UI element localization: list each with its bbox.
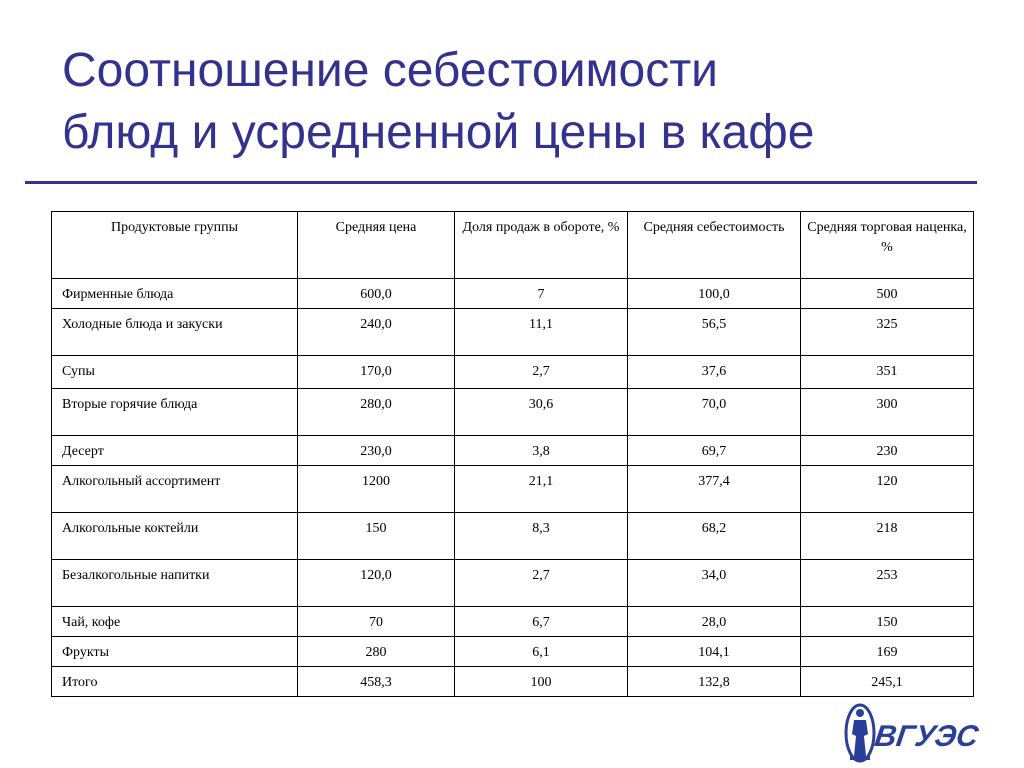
average-cost-cell: 28,0 bbox=[628, 607, 801, 637]
average-cost-cell: 56,5 bbox=[628, 309, 801, 356]
average-cost-cell: 69,7 bbox=[628, 436, 801, 466]
slide-title-line-2: блюд и усредненной цены в кафе bbox=[62, 106, 815, 159]
average-price-cell: 280 bbox=[298, 637, 455, 667]
average-cost-cell: 132,8 bbox=[628, 667, 801, 697]
table-row bbox=[52, 309, 974, 356]
product-group-cell: Десерт bbox=[52, 436, 298, 466]
average-cost-cell: 377,4 bbox=[628, 466, 801, 513]
markup-cell: 169 bbox=[801, 637, 974, 667]
sales-share-cell: 100 bbox=[455, 667, 628, 697]
table-row bbox=[52, 560, 974, 607]
sales-share-cell: 6,7 bbox=[455, 607, 628, 637]
table-header-row bbox=[52, 212, 974, 279]
average-price-cell: 600,0 bbox=[298, 279, 455, 309]
column-header: Средняя цена bbox=[298, 212, 455, 279]
product-group-cell: Безалкогольные напитки bbox=[52, 560, 298, 607]
markup-cell: 253 bbox=[801, 560, 974, 607]
average-price-cell: 240,0 bbox=[298, 309, 455, 356]
table-row bbox=[52, 637, 974, 667]
sales-share-cell: 3,8 bbox=[455, 436, 628, 466]
title-underline bbox=[25, 181, 977, 184]
sales-share-cell: 30,6 bbox=[455, 389, 628, 436]
markup-cell: 150 bbox=[801, 607, 974, 637]
product-group-cell: Фирменные блюда bbox=[52, 279, 298, 309]
markup-cell: 500 bbox=[801, 279, 974, 309]
average-price-cell: 170,0 bbox=[298, 356, 455, 389]
cost-price-table bbox=[51, 211, 974, 697]
markup-cell: 230 bbox=[801, 436, 974, 466]
product-group-cell: Чай, кофе bbox=[52, 607, 298, 637]
average-price-cell: 120,0 bbox=[298, 560, 455, 607]
average-cost-cell: 37,6 bbox=[628, 356, 801, 389]
average-cost-cell: 70,0 bbox=[628, 389, 801, 436]
column-header: Средняя торговая наценка, % bbox=[801, 212, 974, 279]
sales-share-cell: 8,3 bbox=[455, 513, 628, 560]
table-row bbox=[52, 513, 974, 560]
markup-cell: 325 bbox=[801, 309, 974, 356]
table-row bbox=[52, 356, 974, 389]
average-price-cell: 70 bbox=[298, 607, 455, 637]
table-row bbox=[52, 436, 974, 466]
table-row bbox=[52, 466, 974, 513]
table-row bbox=[52, 667, 974, 697]
average-price-cell: 1200 bbox=[298, 466, 455, 513]
sales-share-cell: 6,1 bbox=[455, 637, 628, 667]
column-header: Средняя себестоимость bbox=[628, 212, 801, 279]
average-cost-cell: 34,0 bbox=[628, 560, 801, 607]
markup-cell: 245,1 bbox=[801, 667, 974, 697]
product-group-cell: Фрукты bbox=[52, 637, 298, 667]
product-group-cell: Супы bbox=[52, 356, 298, 389]
markup-cell: 351 bbox=[801, 356, 974, 389]
slide-title-line-1: Соотношение себестоимости bbox=[62, 44, 718, 97]
statue-emblem-icon bbox=[836, 700, 996, 764]
sales-share-cell: 2,7 bbox=[455, 356, 628, 389]
average-price-cell: 280,0 bbox=[298, 389, 455, 436]
markup-cell: 120 bbox=[801, 466, 974, 513]
markup-cell: 218 bbox=[801, 513, 974, 560]
sales-share-cell: 2,7 bbox=[455, 560, 628, 607]
average-cost-cell: 68,2 bbox=[628, 513, 801, 560]
sales-share-cell: 21,1 bbox=[455, 466, 628, 513]
product-group-cell: Холодные блюда и закуски bbox=[52, 309, 298, 356]
table-row bbox=[52, 279, 974, 309]
logo-text: ВГУЭС bbox=[872, 720, 981, 753]
table-row bbox=[52, 389, 974, 436]
column-header: Доля продаж в обороте, % bbox=[455, 212, 628, 279]
sales-share-cell: 7 bbox=[455, 279, 628, 309]
product-group-cell: Алкогольный ассортимент bbox=[52, 466, 298, 513]
column-header: Продуктовые группы bbox=[52, 212, 298, 279]
product-group-cell: Вторые горячие блюда bbox=[52, 389, 298, 436]
sales-share-cell: 11,1 bbox=[455, 309, 628, 356]
table-row bbox=[52, 607, 974, 637]
product-group-cell: Алкогольные коктейли bbox=[52, 513, 298, 560]
university-logo bbox=[836, 700, 996, 764]
slide-title bbox=[62, 40, 992, 164]
average-cost-cell: 100,0 bbox=[628, 279, 801, 309]
markup-cell: 300 bbox=[801, 389, 974, 436]
average-cost-cell: 104,1 bbox=[628, 637, 801, 667]
average-price-cell: 230,0 bbox=[298, 436, 455, 466]
average-price-cell: 150 bbox=[298, 513, 455, 560]
product-group-cell: Итого bbox=[52, 667, 298, 697]
average-price-cell: 458,3 bbox=[298, 667, 455, 697]
